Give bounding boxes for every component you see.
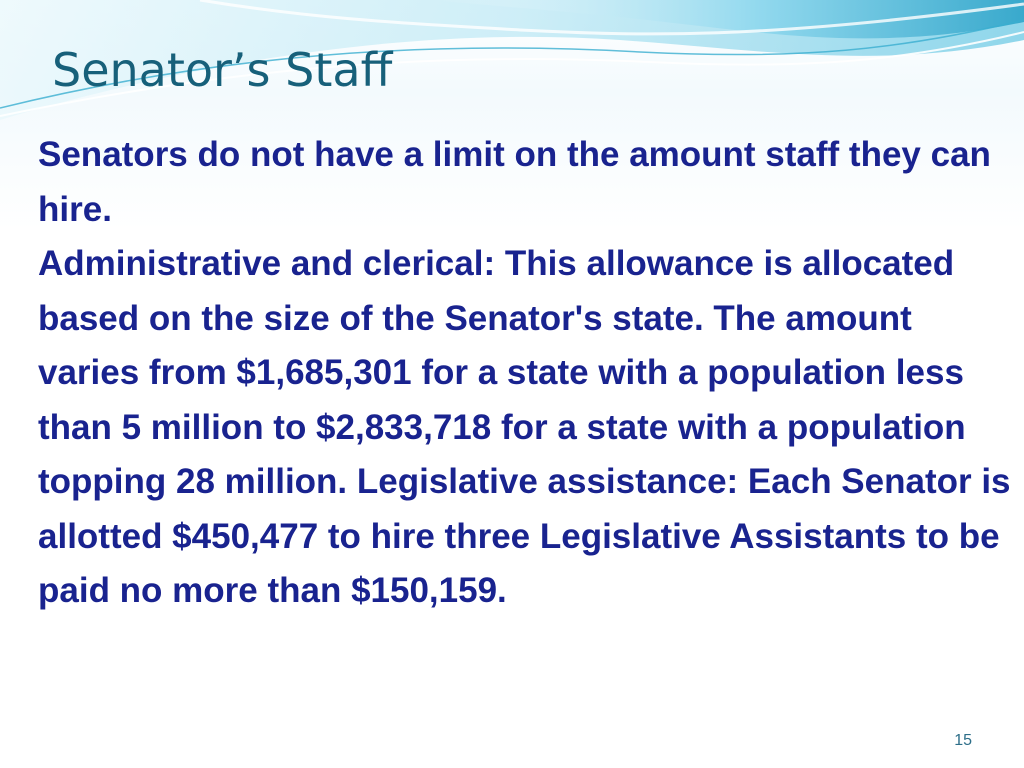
slide-body [38, 128, 1018, 728]
body-paragraph-staff-limit: Senators do not have a limit on the amount staff they can hire. [38, 135, 991, 229]
slide-number: 15 [954, 732, 972, 749]
slide-title: Senator’s Staff [52, 43, 393, 97]
body-paragraph-allowances: Administrative and clerical: This allowance is allocated based on the size of the Senator's state. The amount varies from $1,685,301 for a state with a population less than 5 million to $2,833,718 for a state with a population topping 28 million. Legislative assistance: Each Senator is allotted $450,477 to hire three Legislative Assistants to be paid no more than $150,159. [38, 244, 1011, 610]
